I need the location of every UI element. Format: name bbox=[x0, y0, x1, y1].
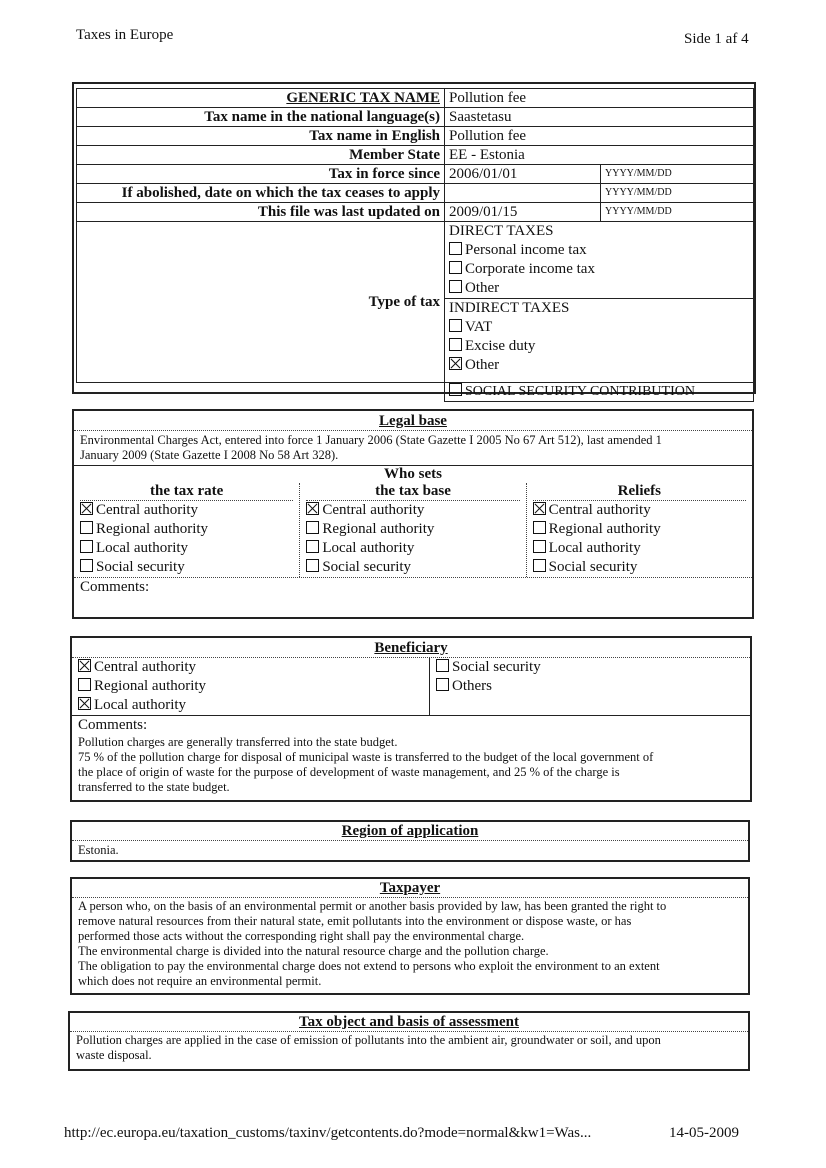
tax-object-title: Tax object and basis of assessment bbox=[70, 1013, 748, 1032]
tax-base-column: the tax base Central authority Regional authority Local authority Social security bbox=[300, 483, 526, 577]
unchecked-box-icon[interactable] bbox=[306, 521, 319, 534]
direct-taxes-title: DIRECT TAXES bbox=[449, 223, 554, 239]
checked-box-icon[interactable] bbox=[306, 502, 319, 515]
checkbox-base-central[interactable]: Central authority bbox=[306, 501, 519, 520]
english-name-label: Tax name in English bbox=[77, 127, 445, 146]
legal-base-text: Environmental Charges Act, entered into force 1 January 2006 (State Gazette I 2005 No 67 Art 512), last amended 1 January 2009 (State Gazette I 2008 No 58 Art 328). bbox=[80, 433, 662, 462]
region-title: Region of application bbox=[72, 822, 748, 841]
checkbox-base-regional[interactable]: Regional authority bbox=[306, 520, 519, 539]
date-format-hint: YYYY/MM/DD bbox=[601, 165, 754, 184]
checked-box-icon[interactable] bbox=[78, 659, 91, 672]
taxpayer-section bbox=[70, 877, 750, 995]
unchecked-box-icon[interactable] bbox=[449, 242, 462, 255]
row-member-state bbox=[77, 146, 754, 165]
beneficiary-comments: Comments: Pollution charges are generally transferred into the state budget. 75 % of the pollution charge for disposal of municipal waste is transferred to the budget of the local government of the place of origin of waste for the purpose of development of waste management, and 25 % of the charge is transferred to the state budget. bbox=[78, 717, 654, 794]
summary-section bbox=[72, 82, 756, 399]
checkbox-base-social[interactable]: Social security bbox=[306, 558, 519, 577]
page-header-title: Taxes in Europe bbox=[76, 27, 174, 43]
unchecked-box-icon[interactable] bbox=[306, 559, 319, 572]
checkbox-rate-social[interactable]: Social security bbox=[80, 558, 293, 577]
member-state-label: Member State bbox=[77, 146, 445, 165]
unchecked-box-icon[interactable] bbox=[449, 383, 462, 396]
checked-box-icon[interactable] bbox=[449, 357, 462, 370]
who-sets-columns bbox=[74, 483, 752, 578]
row-type-of-tax bbox=[77, 222, 754, 383]
type-of-tax-label: Type of tax bbox=[77, 222, 445, 383]
unchecked-box-icon[interactable] bbox=[436, 678, 449, 691]
beneficiary-title: Beneficiary bbox=[72, 638, 750, 658]
abolished-label: If abolished, date on which the tax ceases to apply bbox=[77, 184, 445, 203]
checkbox-corporate-income-tax[interactable]: Corporate income tax bbox=[449, 260, 749, 279]
date-format-hint: YYYY/MM/DD bbox=[601, 203, 754, 222]
who-sets-title: Who sets bbox=[74, 465, 752, 483]
national-name-label: Tax name in the national language(s) bbox=[77, 108, 445, 127]
checkbox-rate-local[interactable]: Local authority bbox=[80, 539, 293, 558]
checkbox-beneficiary-central[interactable]: Central authority bbox=[78, 658, 423, 677]
row-in-force bbox=[77, 165, 754, 184]
taxpayer-title: Taxpayer bbox=[72, 879, 748, 898]
row-english-name bbox=[77, 127, 754, 146]
row-social-security bbox=[77, 383, 754, 402]
checkbox-vat[interactable]: VAT bbox=[449, 318, 749, 337]
checkbox-reliefs-social[interactable]: Social security bbox=[533, 558, 746, 577]
generic-name-value: Pollution fee bbox=[445, 89, 754, 108]
generic-name-label: GENERIC TAX NAME bbox=[286, 90, 440, 106]
checked-box-icon[interactable] bbox=[78, 697, 91, 710]
beneficiary-right-column bbox=[430, 658, 750, 715]
region-text: Estonia. bbox=[78, 843, 119, 857]
unchecked-box-icon[interactable] bbox=[449, 319, 462, 332]
checkbox-beneficiary-others[interactable]: Others bbox=[436, 677, 744, 696]
legal-base-section bbox=[72, 409, 754, 619]
checkbox-social-security-contribution[interactable]: SOCIAL SECURITY CONTRIBUTION bbox=[445, 383, 754, 402]
unchecked-box-icon[interactable] bbox=[449, 261, 462, 274]
row-national-name bbox=[77, 108, 754, 127]
unchecked-box-icon[interactable] bbox=[533, 540, 546, 553]
unchecked-box-icon[interactable] bbox=[306, 540, 319, 553]
member-state-value: EE - Estonia bbox=[445, 146, 754, 165]
unchecked-box-icon[interactable] bbox=[78, 678, 91, 691]
type-of-tax-options bbox=[445, 222, 754, 383]
tax-object-section bbox=[68, 1011, 750, 1071]
checkbox-rate-central[interactable]: Central authority bbox=[80, 501, 293, 520]
beneficiary-options bbox=[72, 658, 750, 716]
checkbox-beneficiary-regional[interactable]: Regional authority bbox=[78, 677, 423, 696]
reliefs-column: Reliefs Central authority Regional authority Local authority Social security bbox=[527, 483, 752, 577]
in-force-value: 2006/01/01 bbox=[445, 165, 601, 184]
beneficiary-section bbox=[70, 636, 752, 802]
last-updated-label: This file was last updated on bbox=[77, 203, 445, 222]
checkbox-reliefs-central[interactable]: Central authority bbox=[533, 501, 746, 520]
checkbox-reliefs-local[interactable]: Local authority bbox=[533, 539, 746, 558]
indirect-taxes-title: INDIRECT TAXES bbox=[449, 300, 570, 316]
legal-comments-label: Comments: bbox=[80, 579, 150, 595]
checkbox-direct-other[interactable]: Other bbox=[445, 279, 753, 299]
unchecked-box-icon[interactable] bbox=[80, 559, 93, 572]
checkbox-base-local[interactable]: Local authority bbox=[306, 539, 519, 558]
unchecked-box-icon[interactable] bbox=[449, 338, 462, 351]
checked-box-icon[interactable] bbox=[533, 502, 546, 515]
unchecked-box-icon[interactable] bbox=[533, 559, 546, 572]
unchecked-box-icon[interactable] bbox=[436, 659, 449, 672]
row-abolished bbox=[77, 184, 754, 203]
checkbox-personal-income-tax[interactable]: Personal income tax bbox=[449, 241, 749, 260]
unchecked-box-icon[interactable] bbox=[80, 540, 93, 553]
checkbox-reliefs-regional[interactable]: Regional authority bbox=[533, 520, 746, 539]
tax-rate-column: the tax rate Central authority Regional authority Local authority Social security bbox=[74, 483, 300, 577]
national-name-value: Saastetasu bbox=[445, 108, 754, 127]
page-number: Side 1 af 4 bbox=[684, 31, 749, 47]
unchecked-box-icon[interactable] bbox=[80, 521, 93, 534]
row-last-updated bbox=[77, 203, 754, 222]
checkbox-excise-duty[interactable]: Excise duty bbox=[449, 337, 749, 356]
checkbox-indirect-other[interactable]: Other bbox=[449, 356, 749, 375]
abolished-value bbox=[445, 184, 601, 203]
unchecked-box-icon[interactable] bbox=[533, 521, 546, 534]
in-force-label: Tax in force since bbox=[77, 165, 445, 184]
legal-base-title: Legal base bbox=[74, 411, 752, 431]
english-name-value: Pollution fee bbox=[445, 127, 754, 146]
taxpayer-text: A person who, on the basis of an environmental permit or another basis provided by law, has been granted the right to remove natural resources from their natural state, emit pollutants into the environment or dispose waste, or has performed those acts without the corresponding right shall pay the environmental charge. The environmental charge is divided into the natural resource charge and the pollution charge. The obligation to pay the environmental charge does not extend to persons who exploit the environment to an extent which does not require an environmental permit. bbox=[78, 899, 667, 988]
checkbox-beneficiary-local[interactable]: Local authority bbox=[78, 696, 423, 715]
unchecked-box-icon[interactable] bbox=[449, 280, 462, 293]
row-generic-name bbox=[77, 89, 754, 108]
footer-date: 14-05-2009 bbox=[669, 1125, 739, 1141]
summary-table bbox=[76, 88, 754, 402]
tax-object-text: Pollution charges are applied in the case of emission of pollutants into the ambient air, groundwater or soil, and upon waste disposal. bbox=[76, 1033, 661, 1062]
last-updated-value: 2009/01/15 bbox=[445, 203, 601, 222]
date-format-hint: YYYY/MM/DD bbox=[601, 184, 754, 203]
region-section bbox=[70, 820, 750, 862]
checked-box-icon[interactable] bbox=[80, 502, 93, 515]
footer-url: http://ec.europa.eu/taxation_customs/taxinv/getcontents.do?mode=normal&kw1=Was... bbox=[64, 1125, 592, 1141]
checkbox-beneficiary-social[interactable]: Social security bbox=[436, 658, 744, 677]
checkbox-rate-regional[interactable]: Regional authority bbox=[80, 520, 293, 539]
beneficiary-left-column bbox=[72, 658, 430, 715]
